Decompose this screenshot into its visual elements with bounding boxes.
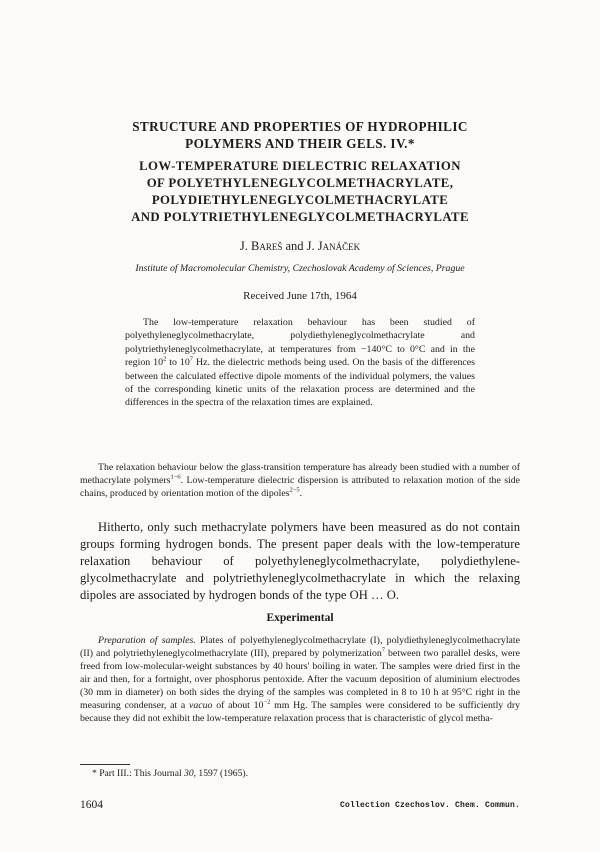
author-2-initial: J. bbox=[306, 239, 318, 253]
paper-subtitle bbox=[60, 158, 540, 226]
footnote-divider bbox=[80, 764, 130, 765]
section-heading-experimental: Experimental bbox=[266, 612, 334, 624]
subtitle-line-1: LOW-TEMPERATURE DIELECTRIC RELAXATION bbox=[139, 159, 461, 173]
author-list bbox=[60, 239, 540, 254]
intro-text-2: . Low-temperature dielectric dispersion is attributed to relaxation motion of the side chains, produced by orientation motion of the dipoles bbox=[80, 475, 521, 499]
abstract-superscript-2: 7 bbox=[189, 355, 194, 363]
institute-affiliation: Institute of Macromolecular Chemistry, Czechoslovak Academy of Sciences, Prague bbox=[135, 263, 465, 274]
author-1-initial: J. bbox=[239, 239, 251, 253]
abstract-text-3: Hz. the dielectric methods being used. On the basis of the differences between the calculated effective dipole moments of the individual polymers, the values of the corresponding kinetic units of the relaxation process are determined and the differences in the spectra of the relaxation times are explained. bbox=[125, 357, 475, 409]
abstract bbox=[125, 316, 475, 410]
journal-name: Collection Czechoslov. Chem. Commun. bbox=[339, 801, 520, 810]
body-text bbox=[80, 519, 520, 604]
citation-superscript-3: 7 bbox=[381, 646, 385, 654]
intro-text-1: The relaxation behaviour below the glass-transition temperature has already been studied with a number of methacrylate polymers bbox=[80, 462, 520, 486]
footnote-text-2: , 1597 (1965). bbox=[193, 768, 248, 779]
subtitle-line-3: POLYDIETHYLENEGLYCOLMETHACRYLATE bbox=[151, 193, 449, 207]
footnote bbox=[92, 768, 248, 779]
abstract-paragraph bbox=[125, 316, 475, 410]
paper-title bbox=[60, 118, 540, 152]
subtitle-line-4: AND POLYTRIETHYLENEGLYCOLMETHACRYLATE bbox=[131, 210, 469, 224]
received-date: Received June 17th, 1964 bbox=[243, 290, 357, 302]
abstract-text-1: The low-temperature relaxation behaviour has been studied of polyethyleneglycolmethacrylate, polydiethyleneglycolmethacrylate and polytriethyleneglycolmethacrylate, at temperatures from −140°C to 0°C and in the region 10 bbox=[125, 317, 475, 369]
author-1-name: Bareš bbox=[250, 239, 283, 253]
footnote-text-1: * Part III.: This Journal bbox=[92, 768, 185, 779]
subtitle-line-2: OF POLYETHYLENEGLYCOLMETHACRYLATE, bbox=[146, 176, 454, 190]
experimental-italic-vacuo: vacuo bbox=[189, 700, 213, 711]
experimental-text-2: between two parallel desks, were freed from low-molecular-weight substances by 40 hours' boiling in water. The samples were dried first in the air and then, for a fortnight, over phosphorus pentoxide. After the vacuum deposition of aluminium electrodes (30 mm in diameter) on both sides the drying of the samples was completed in 8 to 10 h at 95°C right in the measuring condenser, at a bbox=[80, 648, 520, 711]
experimental-lead: Preparation of samples. bbox=[98, 635, 196, 646]
citation-superscript-2: 2−5 bbox=[289, 486, 300, 494]
title-line-2: POLYMERS AND THEIR GELS. IV.* bbox=[185, 136, 415, 151]
body-paragraph: Hitherto, only such methacrylate polymers have been measured as do not contain groups forming hydrogen bonds. The present paper deals with the low-temperature relaxation behaviour of polyethyleneglycolmethacrylate, polydiethylene-glycolmethacrylate and polytriethyleneglycolmethacrylate in which the relaxing dipoles are associated by hydrogen bonds of the type OH … O. bbox=[80, 520, 520, 602]
footnote-volume: 30 bbox=[184, 768, 194, 779]
page-number: 1604 bbox=[80, 799, 103, 811]
author-2-name: Janáček bbox=[317, 239, 361, 253]
intro-text-3: . bbox=[299, 488, 303, 499]
experimental-text-4: mm Hg. The samples were considered to be sufficiently dry because they did not exhibit the low-temperature relaxation process that is characteristic of glycol metha- bbox=[80, 700, 521, 724]
exponent-superscript: −2 bbox=[263, 698, 271, 706]
author-conjunction: and bbox=[282, 239, 307, 253]
intro-paragraph bbox=[80, 461, 520, 500]
citation-superscript-1: 1−6 bbox=[170, 473, 181, 481]
experimental-section bbox=[80, 634, 520, 725]
experimental-text-3: of about 10 bbox=[212, 700, 264, 711]
experimental-text-1: Plates of polyethyleneglycolmethacrylate (I), polydiethyleneglycolmethacrylate (II) and polytriethyleneglycolmethacrylate (III), prepared by polymerization bbox=[80, 635, 520, 659]
introduction bbox=[80, 461, 520, 500]
abstract-superscript-1: 2 bbox=[163, 355, 167, 363]
experimental-paragraph bbox=[80, 634, 520, 725]
abstract-text-2: to 10 bbox=[166, 357, 190, 369]
title-line-1: STRUCTURE AND PROPERTIES OF HYDROPHILIC bbox=[132, 119, 468, 134]
